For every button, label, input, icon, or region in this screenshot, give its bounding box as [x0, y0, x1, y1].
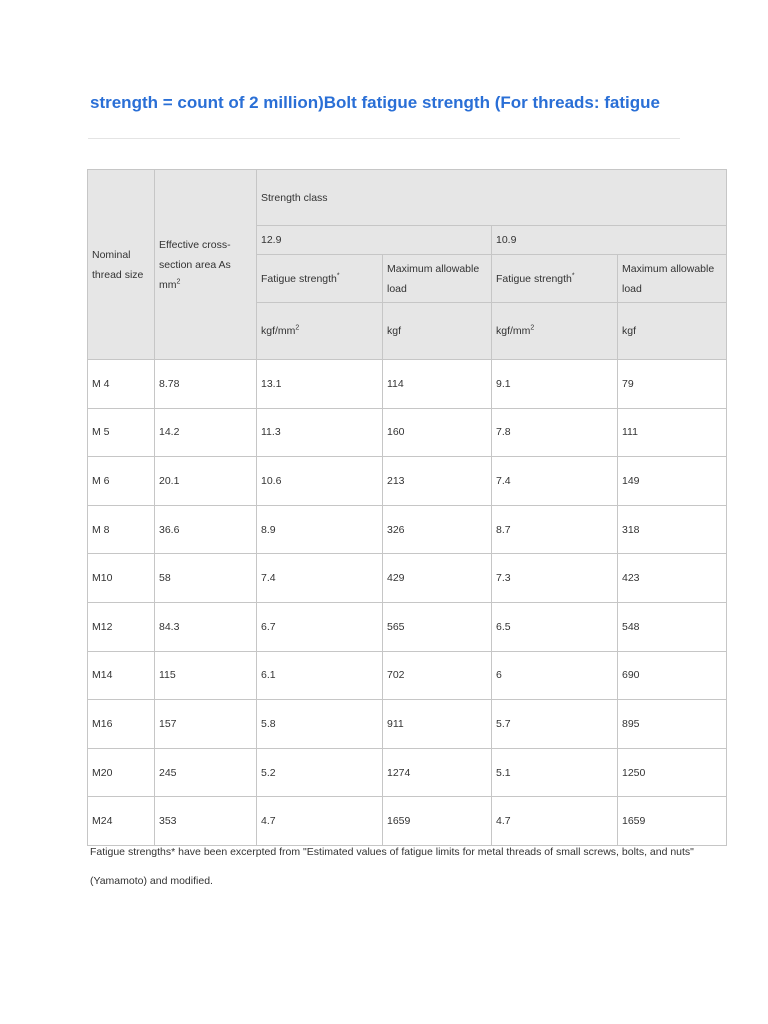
cell-size: M24 — [88, 797, 155, 846]
table-row — [88, 651, 727, 700]
cell-load-12-9: 114 — [383, 360, 492, 409]
cell-fatigue-10-9: 7.4 — [492, 457, 618, 506]
cell-fatigue-12-9: 11.3 — [257, 408, 383, 457]
table-row — [88, 748, 727, 797]
cell-load-10-9: 1659 — [618, 797, 727, 846]
table-row — [88, 602, 727, 651]
header-effective-area — [155, 170, 257, 360]
unit-stress-sup: 2 — [295, 324, 300, 332]
header-class-10-9: 10.9 — [492, 226, 727, 255]
cell-area: 14.2 — [155, 408, 257, 457]
header-effective-area-unit: mm — [159, 278, 177, 291]
cell-load-12-9: 429 — [383, 554, 492, 603]
cell-load-10-9: 318 — [618, 505, 727, 554]
cell-load-12-9: 1659 — [383, 797, 492, 846]
table-row — [88, 700, 727, 749]
cell-size: M 8 — [88, 505, 155, 554]
table-row — [88, 457, 727, 506]
header-fatigue-strength-12-9 — [257, 255, 383, 303]
cell-fatigue-10-9: 7.3 — [492, 554, 618, 603]
cell-load-12-9: 213 — [383, 457, 492, 506]
cell-size: M 6 — [88, 457, 155, 506]
cell-load-10-9: 690 — [618, 651, 727, 700]
title-divider — [88, 138, 680, 139]
cell-area: 245 — [155, 748, 257, 797]
cell-load-10-9: 895 — [618, 700, 727, 749]
cell-area: 20.1 — [155, 457, 257, 506]
cell-area: 157 — [155, 700, 257, 749]
header-effective-area-unit-sup: 2 — [176, 278, 181, 285]
cell-load-10-9: 1250 — [618, 748, 727, 797]
header-unit-load-12-9: kgf — [383, 303, 492, 360]
fatigue-strength-table — [87, 169, 727, 846]
cell-load-10-9: 548 — [618, 602, 727, 651]
header-fatigue-mark: * — [571, 272, 575, 279]
cell-size: M14 — [88, 651, 155, 700]
cell-fatigue-12-9: 6.1 — [257, 651, 383, 700]
cell-fatigue-12-9: 4.7 — [257, 797, 383, 846]
unit-stress-sup: 2 — [530, 324, 535, 332]
header-unit-load-10-9: kgf — [618, 303, 727, 360]
table-row — [88, 554, 727, 603]
header-max-load-12-9: Maximum allowable load — [383, 255, 492, 303]
unit-stress-label: kgf/mm — [261, 325, 296, 337]
header-fatigue-mark: * — [336, 272, 340, 279]
cell-load-12-9: 1274 — [383, 748, 492, 797]
cell-load-10-9: 79 — [618, 360, 727, 409]
cell-fatigue-12-9: 6.7 — [257, 602, 383, 651]
cell-fatigue-10-9: 5.7 — [492, 700, 618, 749]
cell-fatigue-10-9: 5.1 — [492, 748, 618, 797]
cell-fatigue-10-9: 7.8 — [492, 408, 618, 457]
cell-area: 115 — [155, 651, 257, 700]
header-nominal-thread-size: Nominal thread size — [88, 170, 155, 360]
cell-area: 36.6 — [155, 505, 257, 554]
cell-load-10-9: 149 — [618, 457, 727, 506]
cell-size: M 5 — [88, 408, 155, 457]
cell-size: M10 — [88, 554, 155, 603]
header-fatigue-strength-label: Fatigue strength — [261, 272, 337, 285]
footnote: Fatigue strengths* have been excerpted from "Estimated values of fatigue limits for metal threads of small screws, bolts, and nuts" (Yamamoto) and modified. — [90, 846, 694, 887]
cell-load-10-9: 423 — [618, 554, 727, 603]
cell-load-12-9: 565 — [383, 602, 492, 651]
cell-fatigue-12-9: 5.2 — [257, 748, 383, 797]
header-strength-class: Strength class — [257, 170, 727, 226]
cell-area: 58 — [155, 554, 257, 603]
cell-area: 8.78 — [155, 360, 257, 409]
table-row — [88, 360, 727, 409]
cell-load-12-9: 702 — [383, 651, 492, 700]
cell-load-12-9: 911 — [383, 700, 492, 749]
cell-load-10-9: 111 — [618, 408, 727, 457]
cell-fatigue-10-9: 8.7 — [492, 505, 618, 554]
unit-stress-label: kgf/mm — [496, 325, 531, 337]
header-fatigue-strength-label: Fatigue strength — [496, 272, 572, 285]
cell-fatigue-12-9: 5.8 — [257, 700, 383, 749]
table-row — [88, 408, 727, 457]
cell-fatigue-12-9: 7.4 — [257, 554, 383, 603]
header-max-load-10-9: Maximum allowable load — [618, 255, 727, 303]
cell-size: M12 — [88, 602, 155, 651]
cell-fatigue-10-9: 4.7 — [492, 797, 618, 846]
cell-fatigue-10-9: 9.1 — [492, 360, 618, 409]
cell-load-12-9: 160 — [383, 408, 492, 457]
cell-fatigue-12-9: 10.6 — [257, 457, 383, 506]
cell-area: 84.3 — [155, 602, 257, 651]
cell-fatigue-10-9: 6.5 — [492, 602, 618, 651]
cell-fatigue-12-9: 8.9 — [257, 505, 383, 554]
header-unit-stress-10-9 — [492, 303, 618, 360]
cell-load-12-9: 326 — [383, 505, 492, 554]
header-fatigue-strength-10-9 — [492, 255, 618, 303]
header-class-12-9: 12.9 — [257, 226, 492, 255]
header-unit-stress-12-9 — [257, 303, 383, 360]
cell-size: M 4 — [88, 360, 155, 409]
cell-fatigue-12-9: 13.1 — [257, 360, 383, 409]
page-title: strength = count of 2 million)Bolt fatigue strength (For threads: fatigue — [90, 93, 660, 112]
cell-size: M16 — [88, 700, 155, 749]
table-row — [88, 505, 727, 554]
cell-size: M20 — [88, 748, 155, 797]
cell-fatigue-10-9: 6 — [492, 651, 618, 700]
header-effective-area-label: Effective cross-section area As — [159, 238, 231, 271]
cell-area: 353 — [155, 797, 257, 846]
